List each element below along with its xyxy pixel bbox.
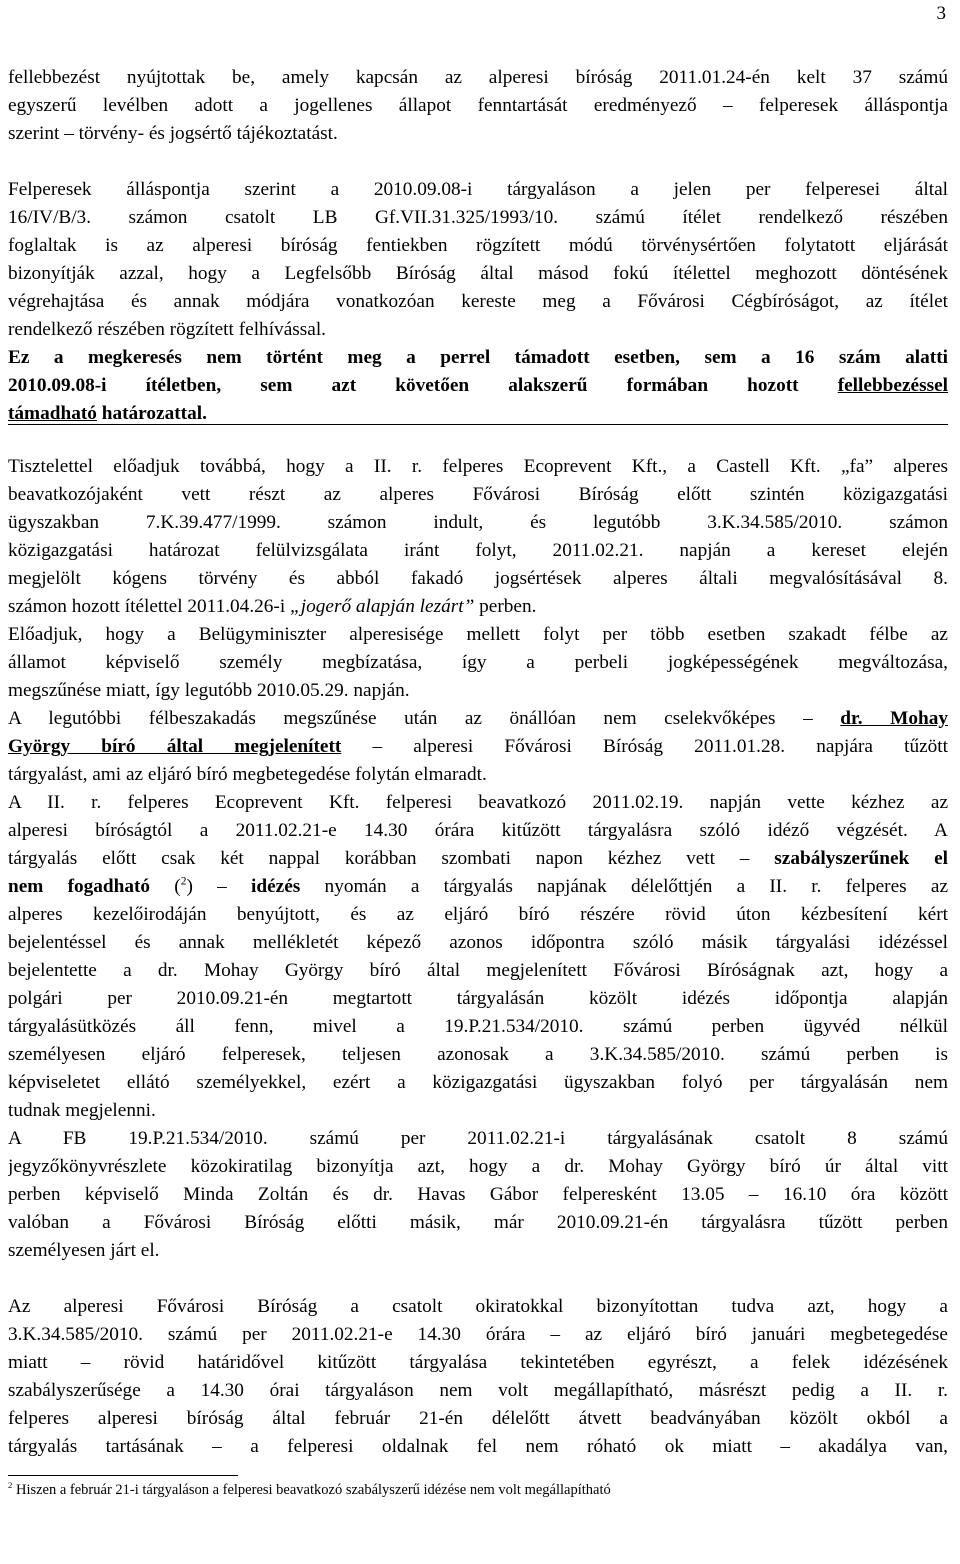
text-line: A legutóbbi félbeszakadás megszűnése után az önállóan nem cselekvőképes – dr. Mohay	[8, 708, 948, 729]
text-line: személyesen eljáró felperesek, teljesen azonosak a 3.K.34.585/2010. számú perben is	[8, 1044, 948, 1065]
document-body	[8, 64, 948, 1500]
underlined-phrase: dr. Mohay	[840, 708, 948, 729]
bold-text-line: Ez a megkeresés nem történt meg a perrel támadott esetben, sem a 16 szám alatti	[8, 347, 948, 368]
text-line: tárgyalás tartásának – a felperesi oldalnak fel nem róható ok miatt – akadálya van,	[8, 1436, 948, 1457]
text-line: tárgyalást, ami az eljáró bíró megbetegedése folytán elmaradt.	[8, 764, 487, 785]
underlined-phrase: fellebbezéssel	[837, 375, 948, 396]
text-line: közigazgatási határozat felülvizsgálata iránt folyt, 2011.02.21. napján a kereset elején	[8, 540, 948, 561]
text-line: Az alperesi Fővárosi Bíróság a csatolt okiratokkal bizonyítottan tudva azt, hogy a	[8, 1296, 948, 1317]
text-line: polgári per 2010.09.21-én megtartott tárgyalásán közölt idézés időpontja alapján	[8, 988, 948, 1009]
text-line: valóban a Fővárosi Bíróság előtti másik, már 2010.09.21-én tárgyalásra tűzött perben	[8, 1212, 948, 1233]
text-line: tárgyalás előtt csak két nappal korábban szombati napon kézhez vett – szabályszerűnek el	[8, 848, 948, 869]
text-line: beavatkozójaként vett részt az alperes Fővárosi Bíróság előtt szintén közigazgatási	[8, 484, 948, 505]
bold-phrase: nem fogadható	[8, 876, 151, 897]
text-line: Felperesek álláspontja szerint a 2010.09.08-i tárgyaláson a jelen per felperesei által	[8, 179, 948, 200]
page-number: 3	[936, 3, 946, 24]
text-line: jegyzőkönyvrészlete közokiratilag bizonyítja azt, hogy a dr. Mohay György bíró úr által vitt	[8, 1156, 948, 1177]
text-line: alperes kezelőirodáján benyújtott, és az eljáró bíró részére rövid úton kézbesítení kért	[8, 904, 948, 925]
text-line: államot képviselő személy megbízatása, így a perbeli jogképességének megváltozása,	[8, 652, 948, 673]
footnote-text: Hiszen a február 21-i tárgyaláson a felperesi beavatkozó szabályszerű idézése nem volt megállapítható	[15, 1482, 611, 1498]
text-line: fellebbezést nyújtottak be, amely kapcsán az alperesi bíróság 2011.01.24-én kelt 37 számú	[8, 67, 948, 88]
italic-phrase: „jogerő alapján lezárt”	[290, 596, 475, 617]
underlined-phrase: támadható	[8, 403, 97, 424]
text-line: képviseletet ellátó személyekkel, ezért a közigazgatási ügyszakban folyó per tárgyalásán nem	[8, 1072, 948, 1093]
text-line: tárgyalásütközés áll fenn, mivel a 19.P.21.534/2010. számú perben ügyvéd nélkül	[8, 1016, 948, 1037]
text-line: személyesen járt el.	[8, 1240, 160, 1261]
footnote-separator	[8, 1475, 238, 1476]
text-line: 3.K.34.585/2010. számú per 2011.02.21-e 14.30 órára – az eljáró bíró januári megbetegedése	[8, 1324, 948, 1345]
text-line: Tisztelettel előadjuk továbbá, hogy a II. r. felperes Ecoprevent Kft., a Castell Kft. „fa” alperes	[8, 456, 948, 477]
text-line: ügyszakban 7.K.39.477/1999. számon indult, és legutóbb 3.K.34.585/2010. számon	[8, 512, 948, 533]
bold-phrase: szabályszerűnek el	[774, 848, 948, 869]
text-line: György bíró által megjelenített – alperesi Fővárosi Bíróság 2011.01.28. napjára tűzött	[8, 736, 948, 757]
text-line: egyszerű levélben adott a jogellenes állapot fenntartását eredményező – felperesek álláspontja	[8, 95, 948, 116]
bold-text-line: 2010.09.08-i ítéletben, sem azt követően alakszerű formában hozott fellebbezéssel	[8, 375, 948, 396]
footnote-number: 2	[8, 1480, 13, 1491]
text-line: végrehajtása és annak módjára vonatkozóan kereste meg a Fővárosi Cégbíróságot, az ítélet	[8, 291, 948, 312]
footnote	[8, 1480, 948, 1500]
text-line: szerint – törvény- és jogsértő tájékoztatást.	[8, 123, 338, 144]
bold-text-line: támadható határozattal.	[8, 403, 207, 424]
text-line: 16/IV/B/3. számon csatolt LB Gf.VII.31.325/1993/10. számú ítélet rendelkező részében	[8, 207, 948, 228]
text-line: perben képviselő Minda Zoltán és dr. Havas Gábor felperesként 13.05 – 16.10 óra között	[8, 1184, 948, 1205]
text-line: megszűnése miatt, így legutóbb 2010.05.29. napján.	[8, 680, 410, 701]
text-line: tudnak megjelenni.	[8, 1100, 156, 1121]
text-line: megjelölt kógens törvény és abból fakadó jogsértések alperes általi megvalósításával 8.	[8, 568, 948, 589]
text-line: Előadjuk, hogy a Belügyminiszter alperesisége mellett folyt per több esetben szakadt félbe az	[8, 624, 948, 645]
text-line: rendelkező részében rögzített felhívással.	[8, 319, 326, 340]
text-line: szabályszerűsége a 14.30 órai tárgyaláson nem volt megállapítható, másrészt pedig a II. r.	[8, 1380, 948, 1401]
text-line: bejelentéssel és annak mellékletét képező azonos időpontra szóló másik tárgyalási idézéssel	[8, 932, 948, 953]
text-line: számon hozott ítélettel 2011.04.26-i „jogerő alapján lezárt” perben.	[8, 596, 537, 617]
text-line: alperesi bíróságtól a 2011.02.21-e 14.30 órára kitűzött tárgyalásra szóló idéző végzését. A	[8, 820, 948, 841]
paragraph-gap	[8, 148, 948, 176]
text-line: miatt – rövid határidővel kitűzött tárgyalása tekintetében egyrészt, a felek idézésének	[8, 1352, 948, 1373]
text-line: bejelentette a dr. Mohay György bíró által megjelenített Fővárosi Bíróságnak azt, hogy a	[8, 960, 948, 981]
underlined-phrase: György bíró által megjelenített	[8, 736, 342, 757]
footnote-ref: 2	[180, 874, 187, 888]
text-line: felperes alperesi bíróság által február 21-én délelőtt átvett beadványában közölt okból a	[8, 1408, 948, 1429]
text-line: A FB 19.P.21.534/2010. számú per 2011.02.21-i tárgyalásának csatolt 8 számú	[8, 1128, 948, 1149]
text-line: foglaltak is az alperesi bíróság fentiekben rögzített módú törvénysértően folytatott eljárását	[8, 235, 948, 256]
text-line: bizonyítják azzal, hogy a Legfelsőbb Bíróság által másod fokú ítélettel meghozott döntésének	[8, 263, 948, 284]
bold-phrase: idézés	[251, 876, 301, 897]
paragraph-gap	[8, 1265, 948, 1293]
paragraph-gap	[8, 425, 948, 453]
text-line: nem fogadható ($^2$) – idézés nyomán a tárgyalás napjának délelőttjén a II. r. felperes az	[8, 874, 948, 897]
text-line: A II. r. felperes Ecoprevent Kft. felperesi beavatkozó 2011.02.19. napján vette kézhez az	[8, 792, 948, 813]
